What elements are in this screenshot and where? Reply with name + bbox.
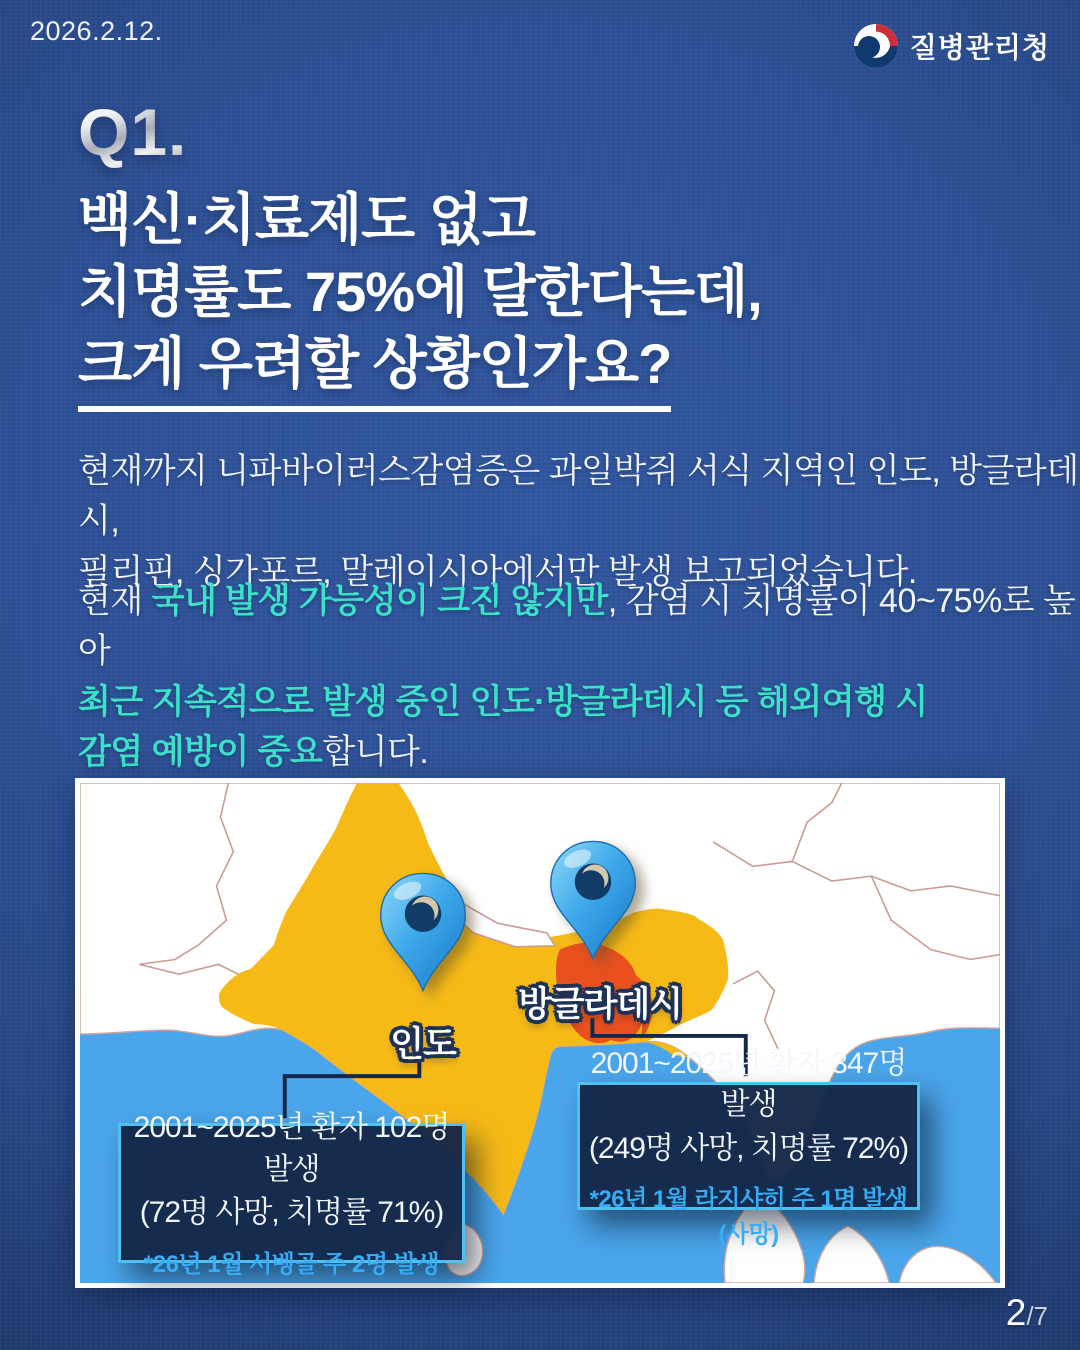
bangladesh-stat-line2: (249명 사망, 치명률 72%) [588, 1131, 909, 1165]
paragraph-occurrence: 현재까지 니파바이러스감염증은 과일박쥐 서식 지역인 인도, 방글라데시, 필리핀, 싱가포르, 말레이시아에서만 발생 보고되었습니다. [78, 452, 1079, 591]
title-line-2: 치명률도 75%에 달한다는데, [78, 260, 762, 324]
page-current: 2 [1005, 1292, 1027, 1333]
agency-name: 질병관리청 [909, 32, 1050, 63]
south-asia-map [75, 778, 1005, 1288]
date-label: 2026.2.12. [30, 16, 163, 46]
question-number: Q1. [78, 95, 188, 169]
india-label: 인도 [390, 1025, 456, 1064]
india-stat-line2: (72명 사망, 치명률 71%) [139, 1196, 444, 1230]
question-title [78, 184, 762, 412]
map-overlay [80, 783, 1000, 1283]
page-total: /7 [1026, 1301, 1048, 1331]
india-stat-box [118, 1111, 465, 1278]
bangladesh-stat-note: *26년 1월 라지샤히 주 1명 발생(사망) [589, 1186, 908, 1249]
india-stat-note: *26년 1월 서벵골 주 2명 발생 [143, 1250, 440, 1278]
page-number [1006, 1292, 1048, 1334]
agency-logo [852, 22, 1050, 70]
india-stat-line1: 2001~2025년 환자 102명 발생 [133, 1111, 450, 1186]
bangladesh-label: 방글라데시 [517, 985, 683, 1024]
kdca-emblem-icon [852, 22, 900, 70]
bangladesh-stat-box [577, 1046, 920, 1249]
paragraph-risk: 현재 국내 발생 가능성이 크진 않지만, 감염 시 치명률이 40~75%로 높아 최근 지속적으로 발생 중인 인도·방글라데시 등 해외여행 시 감염 예방이 중요합니다. [78, 582, 1076, 771]
bangladesh-stat-line1: 2001~2025년 환자 347명 발생 [590, 1046, 907, 1122]
india-pin-icon [375, 869, 471, 1000]
title-line-3-underlined: 크게 우려할 상황인가요? [78, 328, 671, 411]
bangladesh-pin-icon [545, 837, 641, 968]
title-line-1: 백신·치료제도 없고 [78, 188, 535, 251]
